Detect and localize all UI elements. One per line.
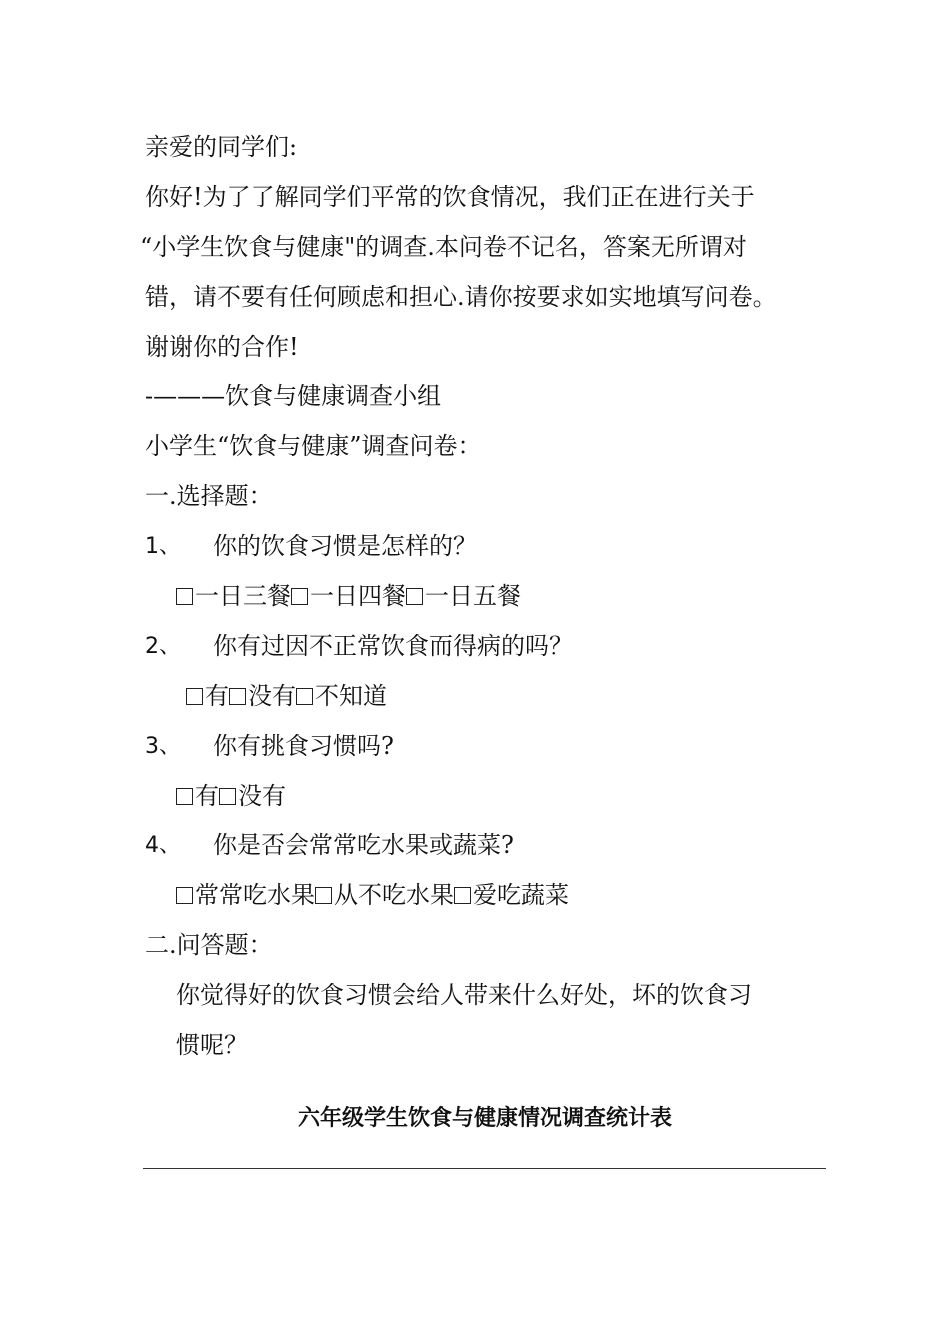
question-text: 你有挑食习惯吗?	[213, 732, 394, 760]
option-label: 有	[205, 682, 229, 710]
checkbox[interactable]	[454, 887, 471, 904]
option-label: 从不吃水果	[334, 881, 454, 909]
question-options	[176, 780, 286, 812]
checkbox[interactable]	[406, 588, 423, 605]
question-number: 2、	[145, 634, 181, 659]
question-text: 你的饮食习惯是怎样的？	[213, 532, 477, 560]
option-label: 没有	[248, 682, 296, 710]
checkbox[interactable]	[176, 588, 193, 605]
checkbox[interactable]	[176, 887, 193, 904]
question-number: 1、	[145, 534, 181, 559]
checkbox[interactable]	[296, 688, 313, 705]
question-options	[176, 580, 521, 612]
option-label: 没有	[238, 782, 286, 810]
question-text: 你是否会常常吃水果或蔬菜?	[213, 831, 514, 859]
option-label: 常常吃水果	[195, 881, 315, 909]
section-heading-choice: 一.选择题：	[145, 482, 273, 510]
checkbox[interactable]	[315, 887, 332, 904]
table-top-rule	[143, 1168, 826, 1169]
checkbox[interactable]	[229, 688, 246, 705]
essay-question-line-2: 惯呢？	[176, 1031, 248, 1059]
question-options	[176, 879, 569, 911]
option-label: 不知道	[315, 682, 387, 710]
option-label: 一日五餐	[425, 582, 521, 610]
checkbox[interactable]	[186, 688, 203, 705]
option-label: 一日四餐	[310, 582, 406, 610]
letter-signature: -———饮食与健康调查小组	[145, 382, 442, 410]
checkbox[interactable]	[176, 788, 193, 805]
checkbox[interactable]	[291, 588, 308, 605]
question-number: 3、	[145, 734, 181, 759]
question-number: 4、	[145, 833, 181, 858]
section-heading-essay: 二.问答题：	[145, 931, 273, 959]
option-label: 一日三餐	[195, 582, 291, 610]
question-text: 你有过因不正常饮食而得病的吗？	[213, 632, 573, 660]
option-label: 有	[195, 782, 219, 810]
letter-body-line-2: “小学生饮食与健康"的调查.本问卷不记名，答案无所谓对	[140, 233, 747, 261]
survey-title: 小学生“饮食与健康”调查问卷：	[145, 432, 482, 460]
question-options	[186, 680, 387, 712]
table-title: 六年级学生饮食与健康情况调查统计表	[297, 1106, 672, 1131]
letter-body-line-3: 错，请不要有任何顾虑和担心.请你按要求如实地填写问卷。	[145, 283, 777, 311]
letter-body-line-4: 谢谢你的合作!	[145, 333, 299, 361]
letter-greeting: 亲爱的同学们:	[145, 133, 298, 161]
essay-question-line-1: 你觉得好的饮食习惯会给人带来什么好处，坏的饮食习	[176, 981, 752, 1009]
letter-body-line-1: 你好!为了了解同学们平常的饮食情况，我们正在进行关于	[145, 183, 755, 211]
checkbox[interactable]	[219, 788, 236, 805]
option-label: 爱吃蔬菜	[473, 881, 569, 909]
